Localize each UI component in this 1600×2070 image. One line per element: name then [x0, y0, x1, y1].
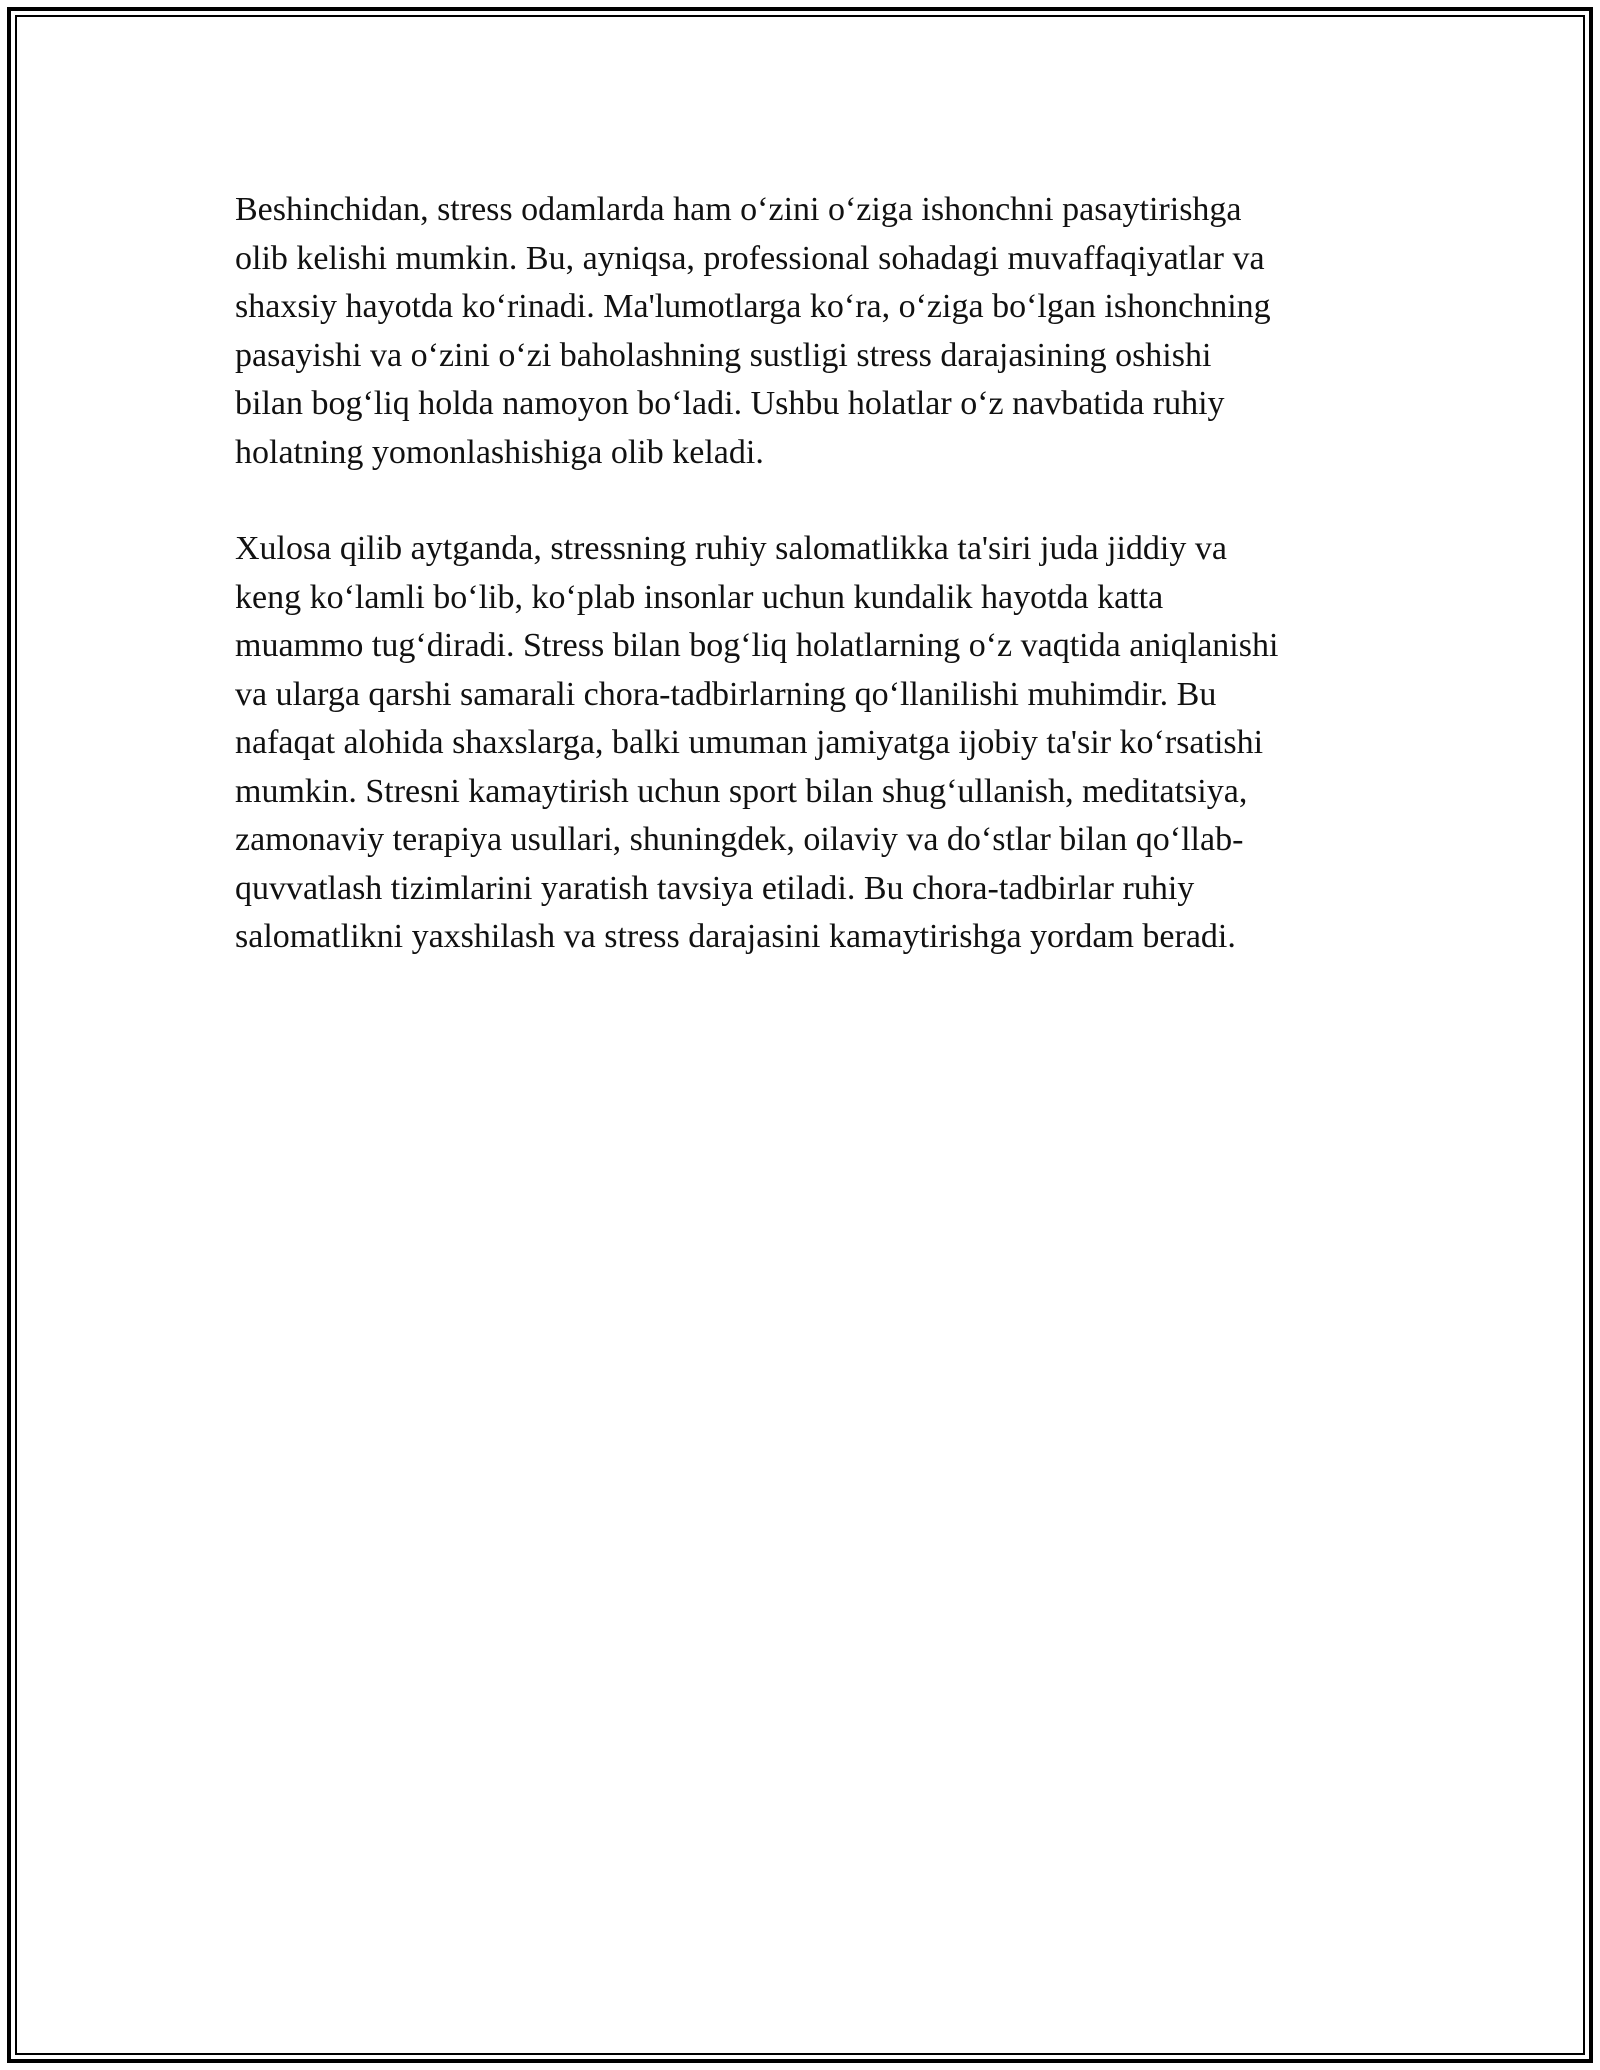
paragraph-line: Xulosa qilib aytganda, stressning ruhiy salomatlikka ta'siri juda jiddiy va [235, 530, 1227, 567]
paragraph-line: zamonaviy terapiya usullari, shuningdek, oilaviy va do‘stlar bilan qo‘llab- [235, 821, 1244, 858]
paragraph-line: shaxsiy hayotda ko‘rinadi. Ma'lumotlarga ko‘ra, o‘ziga bo‘lgan ishonchning [235, 288, 1271, 325]
paragraph-line: keng ko‘lamli bo‘lib, ko‘plab insonlar uchun kundalik hayotda katta [235, 578, 1164, 616]
paragraph-line: muammo tug‘diradi. Stress bilan bog‘liq holatlarning o‘z vaqtida aniqlanishi [235, 627, 1279, 664]
paragraph-line: pasayishi va o‘zini o‘zi baholashning sustligi stress darajasining oshishi [235, 336, 1212, 374]
paragraph-line: nafaqat alohida shaxslarga, balki umuman jamiyatga ijobiy ta'sir ko‘rsatishi [235, 724, 1264, 761]
paragraph-line: salomatlikni yaxshilash va stress darajasini kamaytirishga yordam beradi. [235, 918, 1236, 955]
paragraph-1 [235, 186, 1370, 477]
paragraph-line: mumkin. Stresni kamaytirish uchun sport bilan shug‘ullanish, meditatsiya, [235, 772, 1248, 810]
paragraph-line: Beshinchidan, stress odamlarda ham o‘zini o‘ziga ishonchni pasaytirishga [235, 191, 1242, 228]
paragraph-line: olib kelishi mumkin. Bu, ayniqsa, professional sohadagi muvaffaqiyatlar va [235, 239, 1265, 277]
paragraph-2 [235, 525, 1370, 962]
paragraph-line: bilan bog‘liq holda namoyon bo‘ladi. Ushbu holatlar o‘z navbatida ruhiy [235, 385, 1225, 422]
paragraph-line: holatning yomonlashishiga olib keladi. [235, 433, 764, 471]
paragraph-line: quvvatlash tizimlarini yaratish tavsiya etiladi. Bu chora-tadbirlar ruhiy [235, 869, 1195, 907]
paragraph-line: va ularga qarshi samarali chora-tadbirlarning qo‘llanilishi muhimdir. Bu [235, 675, 1217, 713]
document-body [235, 186, 1370, 1010]
